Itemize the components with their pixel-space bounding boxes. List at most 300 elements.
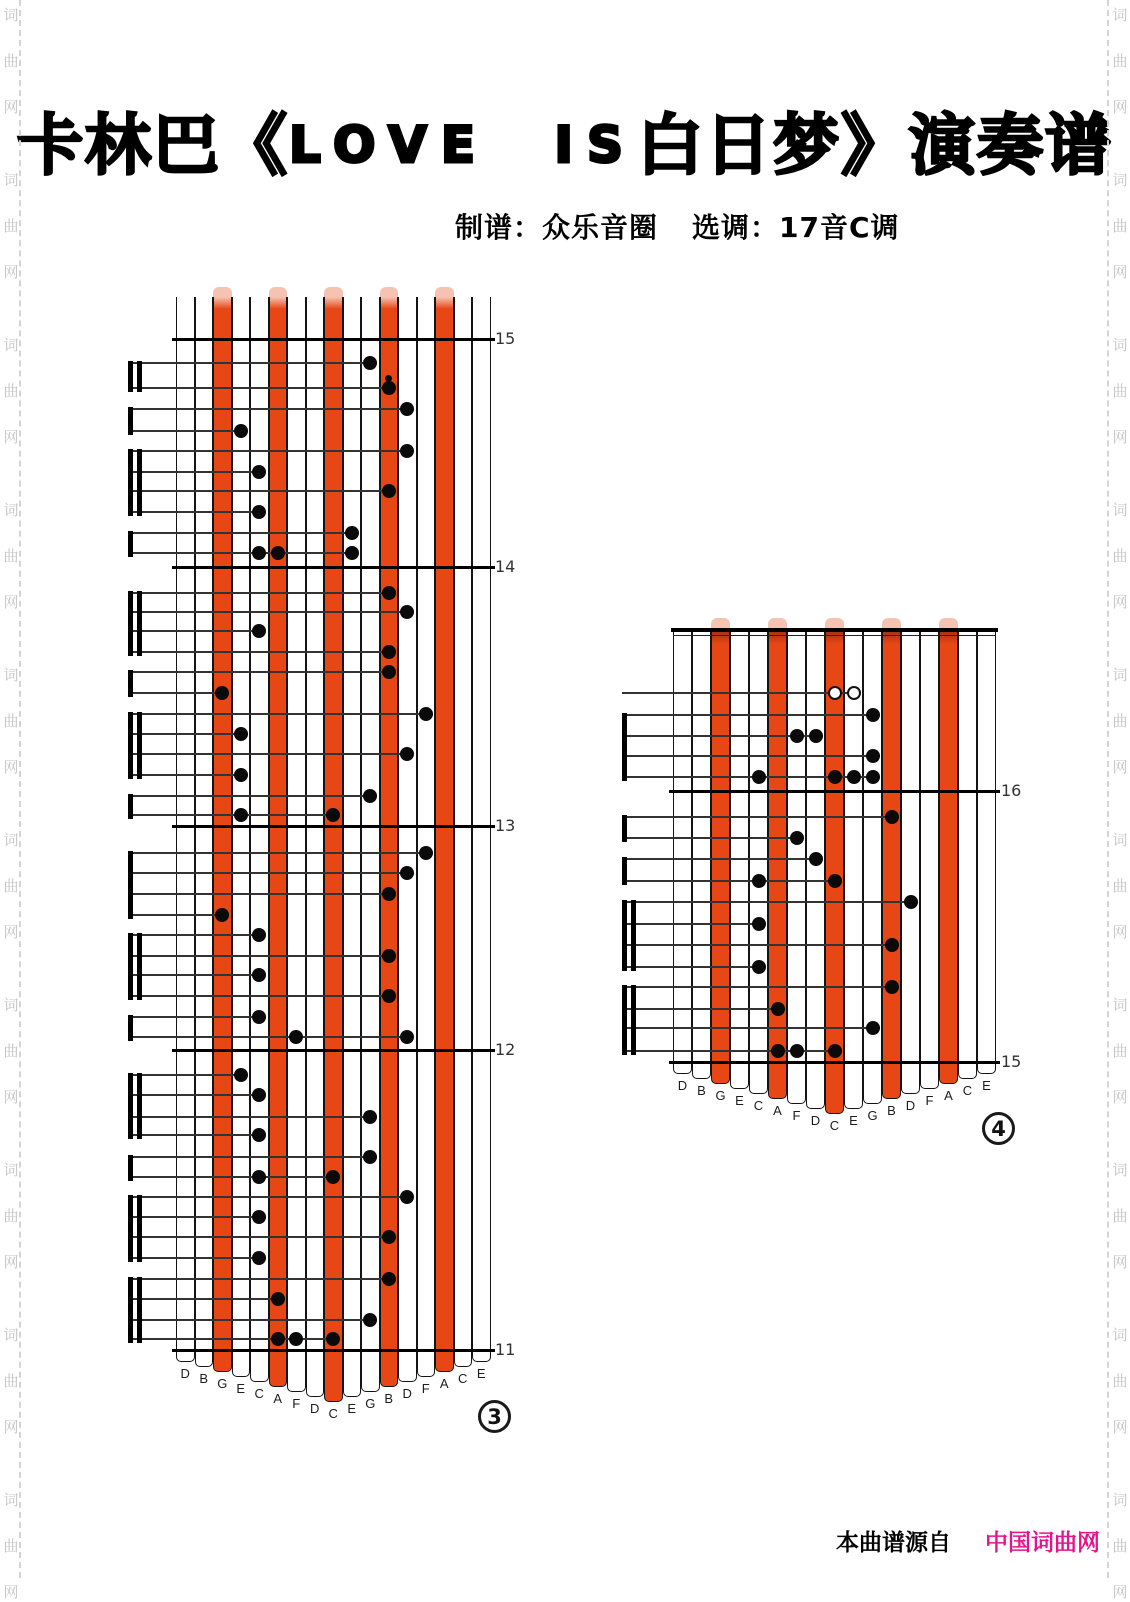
tine-column [749,628,768,1094]
rhythm-beam [622,900,627,971]
measure-line [669,790,1000,793]
watermark-text: 曲 [1112,547,1128,565]
watermark-text: 曲 [3,382,19,400]
note-dot [885,938,899,952]
watermark-text: 曲 [1112,1207,1128,1225]
rhythm-beam [631,985,636,1055]
note-dot [271,546,285,560]
note-dot [382,381,396,395]
note-dot [866,749,880,763]
watermark-text: 曲 [3,1042,19,1060]
note-dot [904,895,918,909]
page-title [0,92,1130,187]
measure-number: 15 [495,329,516,348]
watermark-text: 词 [3,171,19,189]
beat-line [128,1216,266,1218]
note-dot [752,874,766,888]
rhythm-beam [137,449,142,516]
subtitle [455,206,900,246]
watermark-text: 词 [1112,666,1128,684]
tine-cap [269,287,288,297]
tine-column [844,628,863,1109]
watermark-text: 词 [1112,6,1128,24]
beat-line [128,733,248,735]
tine-column [472,297,491,1362]
tine-cap [435,287,454,297]
rhythm-beam [128,449,133,516]
note-dot [790,1044,804,1058]
rhythm-beam [622,815,627,842]
beat-line [128,872,414,874]
measure-line [172,338,495,341]
tine-column [195,297,214,1367]
watermark-text: 网 [1112,923,1128,941]
tine-cap [213,287,232,297]
tine-column [176,297,195,1362]
note-letter: D [905,1098,916,1113]
beat-line [128,592,396,594]
beat-line [128,1338,340,1340]
tine-column [692,628,711,1079]
watermark-text: 词 [3,1326,19,1344]
note-letter: F [925,1093,934,1108]
watermark-text: 曲 [1112,1042,1128,1060]
watermark-text: 词 [1112,171,1128,189]
measure-number: 13 [495,816,516,835]
tine-column [977,628,996,1074]
tine-cap [768,618,787,628]
note-dot [828,1044,842,1058]
note-dot [866,770,880,784]
beat-line [622,1027,880,1029]
rhythm-beam [128,1277,133,1343]
tine-column [213,297,232,1372]
note-dot [382,949,396,963]
beat-line [128,1196,414,1198]
rhythm-beam [128,1015,133,1041]
watermark-text: 曲 [3,52,19,70]
note-letter: F [421,1381,430,1396]
part-number-badge: 4 [982,1112,1015,1145]
watermark-divider [1107,0,1109,1578]
watermark-text: 网 [1112,1418,1128,1436]
beat-line [128,387,396,389]
watermark-text: 曲 [1112,217,1128,235]
watermark-text: 曲 [3,877,19,895]
rhythm-beam [128,1195,133,1262]
beat-line [128,552,359,554]
tine-column [269,297,288,1387]
measure-line [172,1349,495,1352]
beat-line [128,692,229,694]
note-dot [752,917,766,931]
watermark-text: 词 [3,666,19,684]
beat-line [128,1319,377,1321]
tine-cap [825,618,844,628]
beat-line [128,630,266,632]
title-bracket-close: 》 [841,107,910,184]
note-letter: E [347,1401,357,1416]
title-bracket-open: 《 [220,107,289,184]
note-dot [828,770,842,784]
rhythm-beam [631,900,636,971]
tine-column [232,297,251,1377]
beat-line [128,774,248,776]
rhythm-beam [137,1195,142,1262]
note-letter: E [236,1381,246,1396]
watermark-text: 词 [1112,1326,1128,1344]
measure-line [669,1061,1000,1064]
beat-line [128,795,377,797]
note-letter: F [792,1108,801,1123]
watermark-text: 网 [1112,263,1128,281]
tine-column [939,628,958,1084]
note-letter: B [697,1083,706,1098]
rhythm-beam [137,361,142,392]
note-dot [382,887,396,901]
note-dot [234,768,248,782]
note-letter: C [753,1098,764,1113]
note-dot [234,727,248,741]
watermark-text: 词 [3,6,19,24]
watermark-text: 曲 [3,547,19,565]
watermark-text: 网 [1112,1088,1128,1106]
beat-line [128,1257,266,1259]
watermark-text: 曲 [3,1372,19,1390]
tine-column [806,628,825,1109]
beat-line [128,1074,248,1076]
note-dot [809,729,823,743]
tine-column [306,297,325,1397]
tine-column [958,628,977,1079]
watermark-text: 词 [3,831,19,849]
tine-column [711,628,730,1084]
beat-line [128,1116,377,1118]
beat-line [128,914,229,916]
beat-line [128,1134,266,1136]
rhythm-beam [622,985,627,1055]
note-letter: C [829,1118,840,1133]
rhythm-beam [622,713,627,781]
rhythm-beam [137,933,142,1000]
watermark-text: 网 [1112,428,1128,446]
beat-line [128,532,359,534]
watermark-text: 词 [3,996,19,1014]
rhythm-beam [128,670,133,697]
watermark-text: 网 [3,593,19,611]
note-letter: G [867,1108,878,1123]
note-dot [885,810,899,824]
beat-line [622,1050,842,1052]
note-letter: A [439,1376,449,1391]
watermark-text: 词 [1112,831,1128,849]
watermark-text: 网 [3,1088,19,1106]
note-dot [345,526,359,540]
note-letter: C [328,1406,338,1421]
watermark-text: 曲 [1112,712,1128,730]
beat-line [622,1008,785,1010]
rhythm-beam [137,712,142,779]
rhythm-beam [128,1073,133,1139]
beat-line [128,362,377,364]
note-letter: F [292,1396,301,1411]
beat-line [622,837,804,839]
tine-cap [882,618,901,628]
beat-line [128,1236,396,1238]
note-letter: D [810,1113,821,1128]
beat-line [128,651,396,653]
subtitle-key: 选调：17音C调 [692,211,900,244]
note-letter: A [944,1088,953,1103]
note-letter: E [735,1093,744,1108]
beat-line [128,471,266,473]
tine-column [454,297,473,1367]
title-suffix: 演奏谱 [909,107,1114,184]
watermark-text: 网 [3,98,19,116]
footer [836,1524,1100,1557]
beat-line [128,1036,414,1038]
tine-column [920,628,939,1089]
rhythm-beam [128,712,133,779]
note-dot [385,375,392,382]
beat-line [128,1156,377,1158]
beat-line [128,450,414,452]
note-dot [382,1272,396,1286]
tine-column [901,628,920,1094]
tine-column [361,297,380,1392]
watermark-text: 网 [3,1418,19,1436]
beat-line [128,490,396,492]
note-dot [382,484,396,498]
watermark-text: 网 [1112,1253,1128,1271]
measure-number: 16 [1001,781,1022,800]
beat-line [128,408,414,410]
beat-line [128,1176,340,1178]
note-dot [271,1292,285,1306]
watermark-text: 网 [3,428,19,446]
beat-line [622,986,899,988]
note-dot [847,770,861,784]
note-letter: A [273,1391,283,1406]
measure-number: 15 [1001,1052,1022,1071]
title-prefix: 卡林巴 [16,107,221,184]
note-letter: E [982,1078,991,1093]
note-letter: D [677,1078,688,1093]
tab-top-line [671,628,998,632]
tine-column [398,297,417,1382]
beat-line [622,880,842,882]
note-letter: G [217,1376,228,1391]
beat-line [622,901,918,903]
rhythm-beam [137,591,142,656]
tine-column [882,628,901,1099]
rhythm-beam [128,1155,133,1181]
note-dot [382,645,396,659]
note-letter: C [458,1371,468,1386]
watermark-text: 词 [3,1161,19,1179]
measure-line [172,825,495,828]
watermark-text: 曲 [1112,1372,1128,1390]
beat-line [128,1278,396,1280]
note-dot [790,831,804,845]
watermark-text: 网 [3,923,19,941]
note-letter: G [715,1088,726,1103]
note-letter: D [402,1386,412,1401]
beat-line [128,1298,285,1300]
tine-cap [324,287,343,297]
beat-line [622,966,766,968]
note-dot [234,1068,248,1082]
measure-number: 11 [495,1340,516,1359]
footer-source-label: 本曲谱源自 [836,1530,951,1556]
note-dot [234,424,248,438]
tine-column [435,297,454,1372]
note-dot [345,546,359,560]
tine-column [287,297,306,1392]
note-dot [382,1230,396,1244]
tine-cap [380,287,399,297]
watermark-text: 词 [1112,996,1128,1014]
note-dot-open [847,686,861,700]
note-dot [866,1021,880,1035]
watermark-text: 词 [3,336,19,354]
note-dot [382,989,396,1003]
watermark-text: 网 [3,1583,19,1601]
note-dot [752,770,766,784]
watermark-text: 网 [3,263,19,281]
watermark-text: 网 [1112,758,1128,776]
beat-line [128,852,433,854]
note-letter: D [310,1401,320,1416]
measure-line [172,1049,495,1052]
note-letter: G [365,1396,376,1411]
tab-top-subline [673,635,996,636]
rhythm-beam [128,361,133,392]
beat-line [128,1016,266,1018]
note-letter: E [476,1366,486,1381]
watermark-text: 网 [1112,98,1128,116]
measure-line [172,566,495,569]
watermark-text: 曲 [3,217,19,235]
note-letter: D [180,1366,190,1381]
tine-cap [711,618,730,628]
note-dot [419,707,433,721]
note-dot [809,852,823,866]
watermark-text: 曲 [1112,1537,1128,1555]
watermark-text: 网 [1112,593,1128,611]
beat-line [622,858,823,860]
beat-line [128,995,396,997]
beat-line [622,692,861,694]
note-dot [234,808,248,822]
tine-cap [939,618,958,628]
beat-line [128,671,396,673]
watermark-text: 曲 [3,1207,19,1225]
beat-line [128,713,433,715]
watermark-text: 网 [3,758,19,776]
footer-brand-link[interactable]: 中国词曲网 [985,1530,1100,1556]
note-dot [271,1332,285,1346]
part-number-badge: 3 [478,1400,511,1433]
tine-column [417,297,436,1377]
rhythm-beam [137,1073,142,1139]
note-dot [771,1002,785,1016]
watermark-text: 网 [1112,1583,1128,1601]
tine-column [380,297,399,1387]
beat-line [622,923,766,925]
watermark-text: 词 [1112,336,1128,354]
watermark-text: 词 [1112,1161,1128,1179]
rhythm-beam [128,407,133,435]
rhythm-beam [128,591,133,656]
title-latin: LOVE IS [288,116,638,174]
note-dot [885,980,899,994]
watermark-text: 词 [3,1491,19,1509]
beat-line [128,611,414,613]
watermark-text: 曲 [1112,877,1128,895]
beat-line [128,974,266,976]
note-letter: B [384,1391,394,1406]
beat-line [128,511,266,513]
watermark-text: 曲 [1112,382,1128,400]
rhythm-beam [128,794,133,819]
tine-column [825,628,844,1114]
note-dot [752,960,766,974]
beat-line [128,955,396,957]
measure-number: 12 [495,1040,516,1059]
note-letter: B [199,1371,209,1386]
watermark-text: 曲 [3,712,19,730]
note-dot-open [828,686,842,700]
beat-line [622,944,899,946]
beat-line [622,714,880,716]
beat-line [128,893,396,895]
note-letter: C [962,1083,973,1098]
note-letter: A [773,1103,782,1118]
note-letter: C [254,1386,264,1401]
note-letter: B [887,1103,896,1118]
note-dot [382,586,396,600]
watermark-text: 曲 [3,1537,19,1555]
rhythm-beam [128,851,133,919]
beat-line [128,753,414,755]
note-dot [866,708,880,722]
watermark-text: 曲 [1112,52,1128,70]
watermark-text: 词 [3,501,19,519]
rhythm-beam [128,531,133,557]
watermark-text: 词 [1112,501,1128,519]
note-dot [419,846,433,860]
title-cjk-mid: 白日梦 [637,107,842,184]
rhythm-beam [137,1277,142,1343]
rhythm-beam [128,933,133,1000]
beat-line [622,755,880,757]
beat-line [128,934,266,936]
tine-column [343,297,362,1397]
note-dot [828,874,842,888]
note-dot [771,1044,785,1058]
beat-line [128,1094,266,1096]
subtitle-score-by: 制谱：众乐音圈 [455,211,659,244]
watermark-text: 词 [1112,1491,1128,1509]
note-letter: E [849,1113,858,1128]
rhythm-beam [622,857,627,885]
beat-line [622,816,899,818]
measure-number: 14 [495,557,516,576]
note-dot [790,729,804,743]
watermark-text: 网 [3,1253,19,1271]
beat-line [128,430,248,432]
